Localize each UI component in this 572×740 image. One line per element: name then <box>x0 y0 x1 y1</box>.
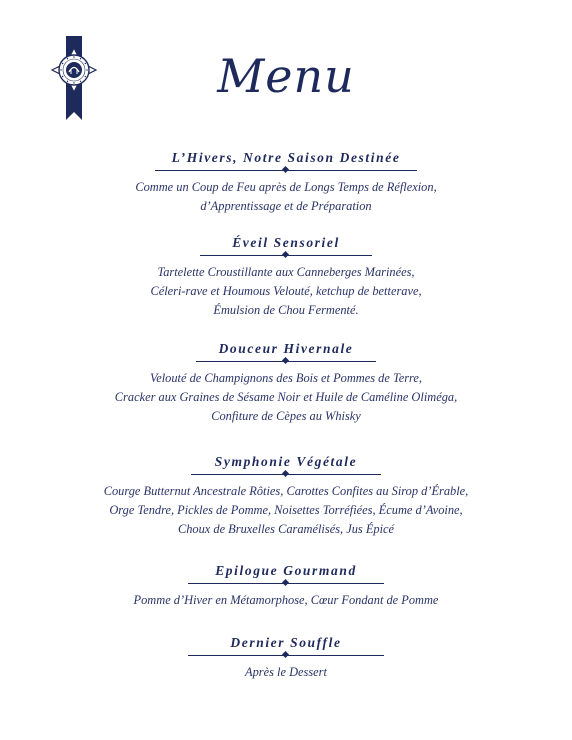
description-line: Céleri-rave et Houmous Velouté, ketchup de betterave, <box>150 284 422 298</box>
course-heading: Éveil Sensoriel <box>232 235 340 250</box>
description-line: d’Apprentissage et de Préparation <box>200 199 372 213</box>
description-line: Velouté de Champignons des Bois et Pommes de Terre, <box>150 371 422 385</box>
course-description <box>0 591 572 610</box>
description-line: Émulsion de Chou Fermenté. <box>213 303 359 317</box>
course-section <box>0 340 572 426</box>
description-line: Comme un Coup de Feu après de Longs Temps de Réflexion, <box>135 180 437 194</box>
course-section <box>0 149 572 216</box>
course-description <box>0 663 572 682</box>
description-line: Courge Butternut Ancestrale Rôties, Carottes Confites au Sirop d’Érable, <box>103 484 469 498</box>
section-divider <box>196 358 376 365</box>
section-divider <box>200 252 372 259</box>
course-heading: L’Hivers, Notre Saison Destinée <box>171 150 401 165</box>
description-line: Choux de Bruxelles Caramélisés, Jus Épicé <box>177 522 395 536</box>
description-line: Cracker aux Graines de Sésame Noir et Huile de Caméline Oliméga, <box>114 390 458 404</box>
section-divider <box>191 471 381 478</box>
page-title: Menu <box>217 49 355 103</box>
course-section <box>0 562 572 610</box>
course-description <box>0 482 572 539</box>
section-divider <box>188 652 384 659</box>
course-section <box>0 634 572 682</box>
description-line: Après le Dessert <box>245 665 327 679</box>
description-line: Confiture de Cèpes au Whisky <box>211 409 361 423</box>
section-divider <box>155 167 417 174</box>
course-description <box>0 369 572 426</box>
course-heading: Symphonie Végétale <box>214 454 358 469</box>
course-section <box>0 453 572 539</box>
description-line: Tartelette Croustillante aux Canneberges Marinées, <box>157 265 415 279</box>
course-heading: Dernier Souffle <box>230 635 342 650</box>
course-heading: Douceur Hivernale <box>218 341 354 356</box>
course-description <box>0 178 572 216</box>
course-section <box>0 234 572 320</box>
course-heading: Epilogue Gourmand <box>215 563 357 578</box>
description-line: Pomme d’Hiver en Métamorphose, Cœur Fondant de Pomme <box>133 593 439 607</box>
description-line: Orge Tendre, Pickles de Pomme, Noisettes Torréfiées, Écume d’Avoine, <box>109 503 463 517</box>
section-divider <box>188 580 384 587</box>
course-description <box>0 263 572 320</box>
